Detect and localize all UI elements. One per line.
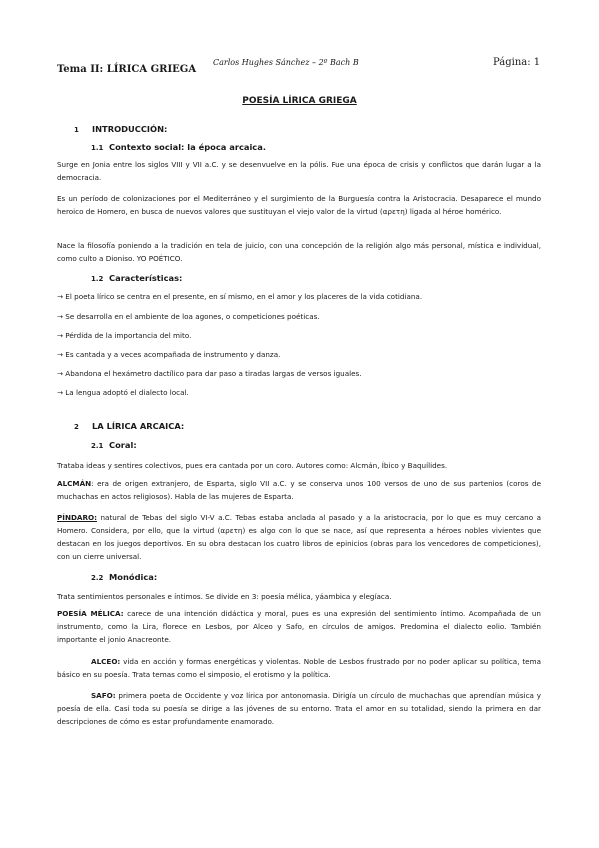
subsection-heading-2-1 <box>91 440 137 450</box>
section-heading-1 <box>74 124 167 134</box>
subsection-number: 1.1 <box>91 144 104 152</box>
subsection-label: Monódica: <box>109 572 158 582</box>
pindaro-lead: PÍNDARO: <box>57 513 98 522</box>
subsection-label: Contexto social: la época arcaica. <box>109 142 266 152</box>
characteristic-item: → Se desarrolla en el ambiente de loa agones, o competiciones poéticas. <box>57 312 320 321</box>
header-title: Tema II: LÍRICA GRIEGA <box>57 64 197 75</box>
pindaro-paragraph <box>57 511 541 563</box>
section-label: LA LÍRICA ARCAICA: <box>92 421 185 431</box>
subsection-heading-1-2 <box>91 273 182 283</box>
characteristic-item: → Es cantada y a veces acompañada de instrumento y danza. <box>57 350 281 359</box>
safo-paragraph <box>57 689 541 728</box>
intro-paragraph-3: Nace la filosofía poniendo a la tradición en tela de juicio, con una concepción de la religión algo más personal, mística e individual, como culto a Dioniso. YO POÉTICO. <box>57 241 541 263</box>
intro-paragraph-2: Es un período de colonizaciones por el Mediterráneo y el surgimiento de la Burguesía contra la Aristocracia. Desaparece el mundo heroico de Homero, en busca de nuevos valores que sustituyan el viejo valor de la virtud (αρετη) ligada al héroe homérico. <box>57 194 541 216</box>
alceo-text: vida en acción y formas energéticas y violentas. Noble de Lesbos frustrado por no poder aplicar su política, tema básico en su poesía. Trata temas como el simposio, el erotismo y la política. <box>57 657 541 679</box>
header-page-number: Página: 1 <box>493 57 541 68</box>
intro-paragraph-1: Surge en Jonia entre los siglos VIII y VII a.C. y se desenvuelve en la pólis. Fue una época de crisis y conflictos que darán lugar a la democracia. <box>57 160 541 182</box>
subsection-number: 2.1 <box>91 442 104 450</box>
alceo-lead: ALCEO: <box>91 657 121 666</box>
alcman-lead: ALCMÁN <box>57 479 92 488</box>
alcman-text: : era de origen extranjero, de Esparta, siglo VII a.C. y se conserva unos 100 versos de uno de sus partenios (coros de muchachas en actos religiosos). Habla de las mujeres de Esparta. <box>57 479 541 501</box>
section-heading-2 <box>74 421 184 431</box>
subsection-number: 1.2 <box>91 275 104 283</box>
safo-text: primera poeta de Occidente y voz lírica por antonomasia. Dirigía un círculo de muchachas que aprendían música y poesía de ella. Casi toda su poesía se dirige a las jóvenes de su entorno. Trata el amor en su totalidad, siendo la primera en dar descripciones de cómo es estar profundamente enamorado. <box>57 691 541 726</box>
header-author: Carlos Hughes Sánchez – 2º Bach B <box>213 58 359 67</box>
subsection-label: Coral: <box>109 440 137 450</box>
pindaro-text: natural de Tebas del siglo VI-V a.C. Tebas estaba anclada al pasado y a la aristocracia, por lo que es muy cercano a Homero. Considera, por ello, que la virtud (αρετη) es algo con lo que se nace, así que representa a héroes nobles vivientes que destacan en los juegos deportivos. En su obra destacan los cuatro libros de epinicios (obras para los vencedores de competiciones), con un cierre universal. <box>57 513 541 561</box>
subsection-heading-2-2 <box>91 572 157 582</box>
characteristic-item: → Abandona el hexámetro dactílico para dar paso a tiradas largas de versos iguales. <box>57 369 362 378</box>
section-number: 1 <box>74 126 79 134</box>
characteristic-item: → El poeta lírico se centra en el presente, en sí mismo, en el amor y los placeres de la vida cotidiana. <box>57 292 423 301</box>
monodica-paragraph: Trata sentimientos personales e íntimos. Se divide en 3: poesía mélica, yáambica y elegíaca. <box>57 592 392 601</box>
coral-paragraph: Trataba ideas y sentires colectivos, pues era cantada por un coro. Autores como: Alcmán, Íbico y Baquílides. <box>57 461 448 470</box>
subsection-heading-1-1 <box>91 142 266 152</box>
section-number: 2 <box>74 423 79 431</box>
safo-lead: SAFO: <box>91 691 116 700</box>
section-label: INTRODUCCIÓN: <box>92 124 168 134</box>
alcman-paragraph <box>57 477 541 503</box>
melica-text: carece de una intención didáctica y moral, pues es una expresión del sentimiento íntimo. Acompañada de un instrumento, como la Lira, florece en Lesbos, por Alceo y Safo, en círculos de amigos. Predomina el dialecto eolio. También importante el jonio Anacreonte. <box>57 609 541 644</box>
alceo-paragraph <box>57 655 541 681</box>
melica-lead: POESÍA MÉLICA: <box>57 609 124 618</box>
document-title: POESÍA LÍRICA GRIEGA <box>242 96 357 106</box>
subsection-label: Características: <box>109 273 183 283</box>
characteristic-item: → La lengua adoptó el dialecto local. <box>57 388 189 397</box>
subsection-number: 2.2 <box>91 574 104 582</box>
melica-paragraph <box>57 607 541 646</box>
characteristic-item: → Pérdida de la importancia del mito. <box>57 331 192 340</box>
page-header <box>57 57 359 76</box>
